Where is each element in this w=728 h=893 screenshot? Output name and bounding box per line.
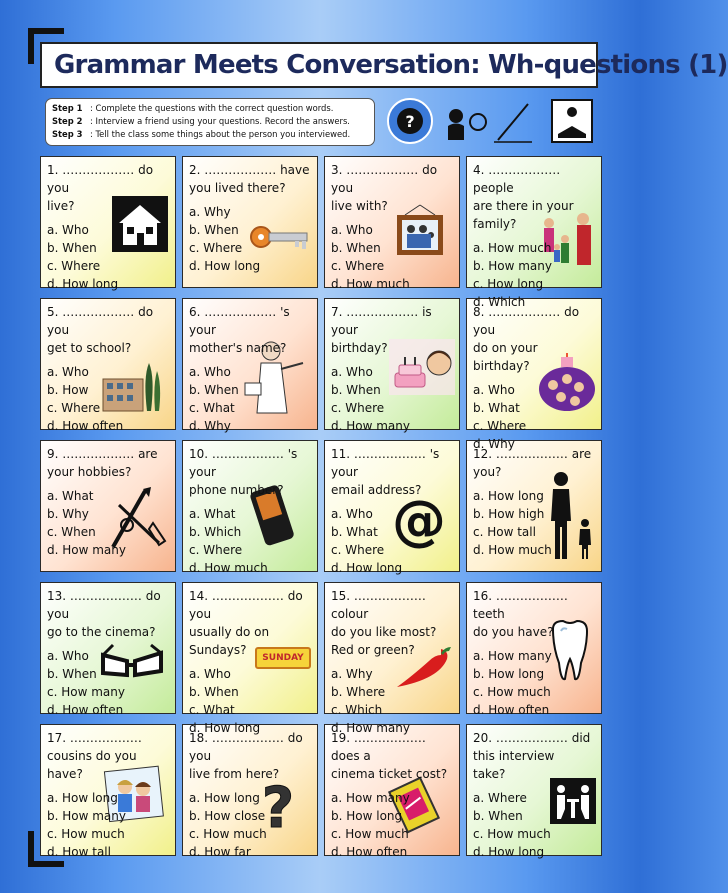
svg-text:?: ? bbox=[261, 776, 295, 841]
answer-option: b. How long bbox=[473, 667, 545, 681]
answer-option: d. Which bbox=[473, 295, 526, 309]
answer-options bbox=[473, 789, 595, 861]
answer-option: d. How much bbox=[331, 277, 410, 291]
answer-option: d. How long bbox=[189, 721, 261, 735]
answer-option: c. Where bbox=[47, 259, 101, 273]
question-card bbox=[40, 156, 176, 291]
answer-option: b. How many bbox=[473, 259, 552, 273]
answer-options bbox=[47, 487, 169, 559]
answer-options bbox=[473, 647, 595, 719]
answer-option: c. Which bbox=[331, 703, 383, 717]
answer-option: b. How close bbox=[189, 809, 266, 823]
answer-option: d. Why bbox=[473, 437, 515, 451]
question-text: 3. ……………… do you live with? bbox=[331, 163, 438, 213]
question-text: 19. ……………… does a cinema ticket cost? bbox=[331, 731, 448, 781]
answer-options bbox=[331, 789, 453, 861]
question-card bbox=[182, 440, 318, 575]
question-card bbox=[324, 582, 460, 735]
answer-option: c. What bbox=[189, 401, 235, 415]
step-label: Step 3 bbox=[52, 129, 83, 139]
question-card bbox=[324, 724, 460, 859]
question-text: 13. ……………… do you go to the cinema? bbox=[47, 589, 161, 639]
question-card bbox=[182, 582, 318, 735]
answer-option: d. How much bbox=[473, 543, 552, 557]
answer-option: d. How far bbox=[189, 845, 251, 859]
corner-bracket-top-left-v bbox=[28, 28, 34, 64]
answer-option: d. How many bbox=[331, 419, 410, 433]
answer-option: c. Where bbox=[473, 419, 527, 433]
question-card bbox=[40, 724, 176, 859]
answer-option: c. How many bbox=[47, 685, 125, 699]
svg-text:?: ? bbox=[405, 112, 415, 131]
answer-options bbox=[473, 487, 595, 559]
answer-option: a. Who bbox=[473, 383, 515, 397]
answer-option: b. How long bbox=[331, 809, 403, 823]
question-text: 1. ……………… do you live? bbox=[47, 163, 154, 213]
answer-option: c. Where bbox=[331, 259, 385, 273]
answer-option: d. How much bbox=[189, 561, 268, 575]
answer-option: a. Who bbox=[189, 365, 231, 379]
answer-option: b. When bbox=[189, 383, 239, 397]
question-card bbox=[40, 440, 176, 572]
question-card bbox=[466, 298, 602, 451]
answer-options bbox=[189, 665, 311, 737]
answer-options bbox=[47, 647, 169, 719]
answer-option: a. What bbox=[47, 489, 94, 503]
answer-options bbox=[331, 221, 453, 293]
answer-option: c. Where bbox=[47, 401, 101, 415]
answer-option: d. How many bbox=[47, 543, 126, 557]
answer-option: b. What bbox=[331, 525, 378, 539]
answer-option: a. How long bbox=[473, 489, 544, 503]
answer-options bbox=[189, 363, 311, 435]
answer-option: d. How tall bbox=[47, 845, 111, 859]
question-card bbox=[182, 156, 318, 288]
answer-option: d. How long bbox=[473, 845, 545, 859]
answer-option: c. How much bbox=[47, 827, 125, 841]
answer-option: a. Who bbox=[47, 223, 89, 237]
answer-option: a. Who bbox=[331, 365, 373, 379]
answer-option: d. How often bbox=[473, 703, 550, 717]
question-text: 7. ……………… is your birthday? bbox=[331, 305, 432, 355]
answer-option: c. Where bbox=[189, 241, 243, 255]
answer-option: b. Which bbox=[189, 525, 242, 539]
answer-option: d. How long bbox=[331, 561, 403, 575]
question-text: 8. ……………… do you do on your birthday? bbox=[473, 305, 580, 373]
question-text: 11. ……………… 's your email address? bbox=[331, 447, 440, 497]
question-card bbox=[466, 156, 602, 309]
corner-bracket-bottom-left-v bbox=[28, 831, 34, 867]
answer-option: c. How much bbox=[189, 827, 267, 841]
skills-icons bbox=[386, 96, 598, 146]
question-icon bbox=[388, 99, 432, 143]
step-row bbox=[52, 128, 368, 141]
answer-option: d. Why bbox=[189, 419, 231, 433]
answer-option: a. Who bbox=[47, 649, 89, 663]
question-text: 12. ……………… are you? bbox=[473, 447, 592, 479]
answer-options bbox=[189, 203, 311, 275]
question-card bbox=[40, 298, 176, 433]
answer-option: a. Why bbox=[331, 667, 373, 681]
answer-option: c. How tall bbox=[473, 525, 536, 539]
step-text: : Interview a friend using your questions. Record the answers. bbox=[90, 116, 350, 126]
page-title: Grammar Meets Conversation: Wh-questions (1) bbox=[54, 50, 728, 80]
answer-option: b. When bbox=[473, 809, 523, 823]
answer-option: b. When bbox=[47, 667, 97, 681]
sunday-sign-text: SUNDAY bbox=[255, 647, 311, 669]
answer-option: a. Who bbox=[47, 365, 89, 379]
question-text: 2. ……………… have you lived there? bbox=[189, 163, 310, 195]
question-text: 15. ……………… colour do you like most? Red or green? bbox=[331, 589, 437, 657]
step-row bbox=[52, 102, 368, 115]
answer-option: a. How long bbox=[47, 791, 118, 805]
question-text: 4. ……………… people are there in your family? bbox=[473, 163, 574, 231]
answer-option: a. Who bbox=[189, 667, 231, 681]
question-card bbox=[324, 156, 460, 291]
step-text: : Tell the class some things about the person you interviewed. bbox=[90, 129, 351, 139]
question-text: 16. ……………… teeth do you have? bbox=[473, 589, 568, 639]
question-card bbox=[324, 298, 460, 433]
answer-option: b. What bbox=[473, 401, 520, 415]
answer-option: d. How long bbox=[47, 277, 119, 291]
answer-options bbox=[331, 505, 453, 577]
question-card bbox=[466, 440, 602, 572]
answer-option: d. How often bbox=[47, 703, 124, 717]
answer-options bbox=[331, 665, 453, 737]
answer-option: a. Who bbox=[331, 507, 373, 521]
answer-option: b. How high bbox=[473, 507, 545, 521]
answer-options bbox=[473, 381, 595, 453]
answer-option: c. Where bbox=[189, 543, 243, 557]
question-card bbox=[466, 724, 602, 859]
question-text: 6. ……………… 's your mother's name? bbox=[189, 305, 290, 355]
step-label: Step 1 bbox=[52, 103, 83, 113]
answer-option: c. How much bbox=[331, 827, 409, 841]
answer-option: c. How long bbox=[473, 277, 544, 291]
answer-option: b. Where bbox=[331, 685, 386, 699]
answer-options bbox=[189, 789, 311, 861]
question-text: 14. ……………… do you usually do on Sundays? bbox=[189, 589, 303, 657]
answer-option: b. How bbox=[47, 383, 89, 397]
answer-options bbox=[47, 363, 169, 435]
answer-option: b. How many bbox=[47, 809, 126, 823]
step-row bbox=[52, 115, 368, 128]
answer-option: a. Who bbox=[331, 223, 373, 237]
step-label: Step 2 bbox=[52, 116, 83, 126]
question-card bbox=[40, 582, 176, 717]
svg-text:@: @ bbox=[392, 489, 446, 552]
reading-icon bbox=[552, 100, 592, 142]
answer-option: b. When bbox=[189, 685, 239, 699]
answer-options bbox=[47, 221, 169, 293]
instructions-box bbox=[45, 98, 375, 146]
question-text: 10. ……………… 's your phone number? bbox=[189, 447, 298, 497]
question-card bbox=[182, 724, 318, 859]
answer-option: b. When bbox=[189, 223, 239, 237]
answer-option: c. What bbox=[189, 703, 235, 717]
answer-option: a. How long bbox=[189, 791, 260, 805]
answer-option: a. Where bbox=[473, 791, 527, 805]
answer-options bbox=[47, 789, 169, 861]
answer-option: a. How many bbox=[473, 649, 552, 663]
answer-option: c. How much bbox=[473, 685, 551, 699]
answer-option: b. Why bbox=[47, 507, 89, 521]
question-text: 9. ……………… are your hobbies? bbox=[47, 447, 158, 479]
answer-options bbox=[189, 505, 311, 577]
answer-option: b. When bbox=[331, 383, 381, 397]
question-text: 5. ……………… do you get to school? bbox=[47, 305, 154, 355]
question-card bbox=[182, 298, 318, 433]
answer-option: a. What bbox=[189, 507, 236, 521]
question-text: 20. ……………… did this interview take? bbox=[473, 731, 591, 781]
answer-option: d. How often bbox=[331, 845, 408, 859]
writing-icon bbox=[494, 104, 532, 142]
answer-option: a. How much bbox=[473, 241, 552, 255]
speaking-icon bbox=[448, 109, 486, 140]
title-banner bbox=[40, 42, 728, 88]
answer-option: c. How much bbox=[473, 827, 551, 841]
answer-options bbox=[331, 363, 453, 435]
question-text: 17. ……………… cousins do you have? bbox=[47, 731, 142, 781]
answer-option: c. When bbox=[47, 525, 96, 539]
answer-option: d. How long bbox=[189, 259, 261, 273]
question-text: 18. ……………… do you live from here? bbox=[189, 731, 303, 781]
answer-option: d. How many bbox=[331, 721, 410, 735]
answer-option: b. When bbox=[331, 241, 381, 255]
step-text: : Complete the questions with the correct question words. bbox=[90, 103, 334, 113]
answer-option: c. Where bbox=[331, 543, 385, 557]
answer-options bbox=[473, 239, 595, 311]
answer-option: b. When bbox=[47, 241, 97, 255]
question-card bbox=[324, 440, 460, 575]
answer-option: a. How many bbox=[331, 791, 410, 805]
answer-option: c. Where bbox=[331, 401, 385, 415]
answer-option: a. Why bbox=[189, 205, 231, 219]
question-grid bbox=[40, 156, 604, 859]
question-card bbox=[466, 582, 602, 717]
answer-option: d. How often bbox=[47, 419, 124, 433]
